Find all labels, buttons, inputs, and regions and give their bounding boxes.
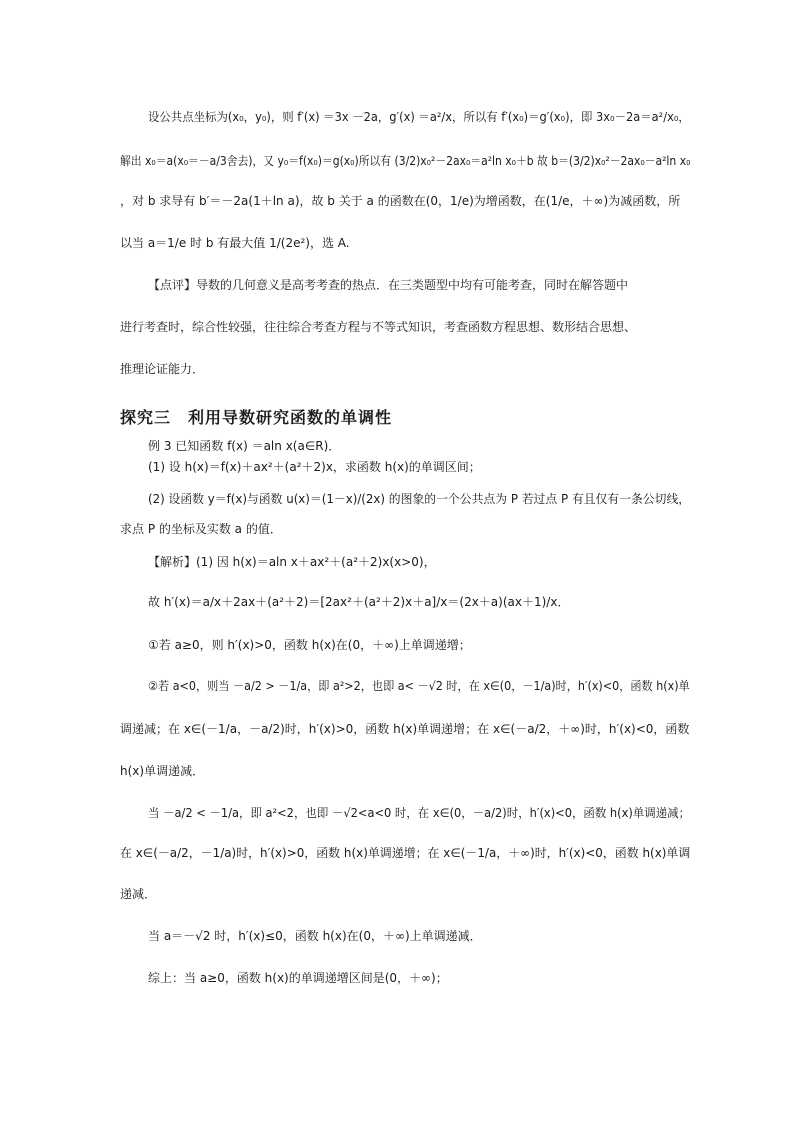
section-title: 探究三 利用导数研究函数的单调性 <box>120 408 393 427</box>
comment-line-1: 【点评】导数的几何意义是高考考查的热点．在三类题型中均有可能考查，同时在解答题中 <box>148 278 629 292</box>
example-line-1: 例 3 已知函数 f(x) ＝aln x(a∈R)． <box>148 439 341 453</box>
analysis-line-1: 【解析】(1) 因 h(x)＝aln x＋ax²＋(a²＋2)x(x>0)， <box>148 555 436 569</box>
solution-line-3: ，对 b 求导有 b′＝－2a(1＋ln a)，故 b 关于 a 的函数在(0，1/e)为增函数，在(1/e，＋∞)为减函数，所 <box>120 194 681 208</box>
analysis-line-6: h(x)单调递减． <box>120 764 205 778</box>
analysis-line-4: ②若 a<0，则当 －a/2 > －1/a，即 a²>2，也即 a< －√2 时，在 x∈(0，－1/a)时，h′(x)<0，函数 h(x)单 <box>148 679 690 693</box>
example-line-3: (2) 设函数 y＝f(x)与函数 u(x)＝(1－x)/(2x) 的图象的一个公共点为 P 若过点 P 有且仅有一条公切线， <box>148 492 691 506</box>
analysis-line-7: 当 －a/2 < －1/a，即 a²<2，也即 －√2<a<0 时，在 x∈(0，－a/2)时，h′(x)<0，函数 h(x)单调递减； <box>148 806 691 820</box>
analysis-line-8: 在 x∈(－a/2，－1/a)时，h′(x)>0，函数 h(x)单调递增；在 x∈(－1/a，＋∞)时，h′(x)<0，函数 h(x)单调 <box>120 846 691 860</box>
comment-line-3: 推理论证能力． <box>120 362 205 376</box>
example-line-4: 求点 P 的坐标及实数 a 的值． <box>120 522 282 536</box>
analysis-line-9: 递减． <box>120 887 157 901</box>
example-line-2: (1) 设 h(x)＝f(x)＋ax²＋(a²＋2)x，求函数 h(x)的单调区间； <box>148 460 481 474</box>
solution-line-1: 设公共点坐标为(x₀，y₀)，则 f′(x) ＝3x －2a，g′(x) ＝a²/x，所以有 f′(x₀)＝g′(x₀)，即 3x₀－2a＝a²/x₀， <box>148 110 690 124</box>
analysis-line-11: 综上：当 a≥0，函数 h(x)的单调递增区间是(0，＋∞)； <box>148 971 448 985</box>
comment-line-2: 进行考查时，综合性较强，往往综合考查方程与不等式知识，考查函数方程思想、数形结合思想、 <box>120 320 637 334</box>
analysis-line-5: 调递减；在 x∈(－1/a，－a/2)时，h′(x)>0，函数 h(x)单调递增；在 x∈(－a/2，＋∞)时，h′(x)<0，函数 <box>120 722 690 736</box>
analysis-line-10: 当 a＝－√2 时，h′(x)≤0，函数 h(x)在(0，＋∞)上单调递减． <box>148 929 482 943</box>
analysis-line-3: ①若 a≥0，则 h′(x)>0，函数 h(x)在(0，＋∞)上单调递增； <box>148 638 471 652</box>
solution-line-4: 以当 a＝1/e 时 b 有最大值 1/(2e²)，选 A. <box>120 236 350 250</box>
analysis-line-2: 故 h′(x)＝a/x＋2ax＋(a²＋2)＝[2ax²＋(a²＋2)x＋a]/x＝(2x＋a)(ax＋1)/x． <box>148 595 570 609</box>
solution-line-2: 解出 x₀＝a(x₀＝－a/3舍去)，又 y₀＝f(x₀)＝g(x₀)所以有 (3/2)x₀²－2ax₀＝a²ln x₀＋b 故 b＝(3/2)x₀²－2ax₀－a²ln x₀ <box>120 154 691 168</box>
